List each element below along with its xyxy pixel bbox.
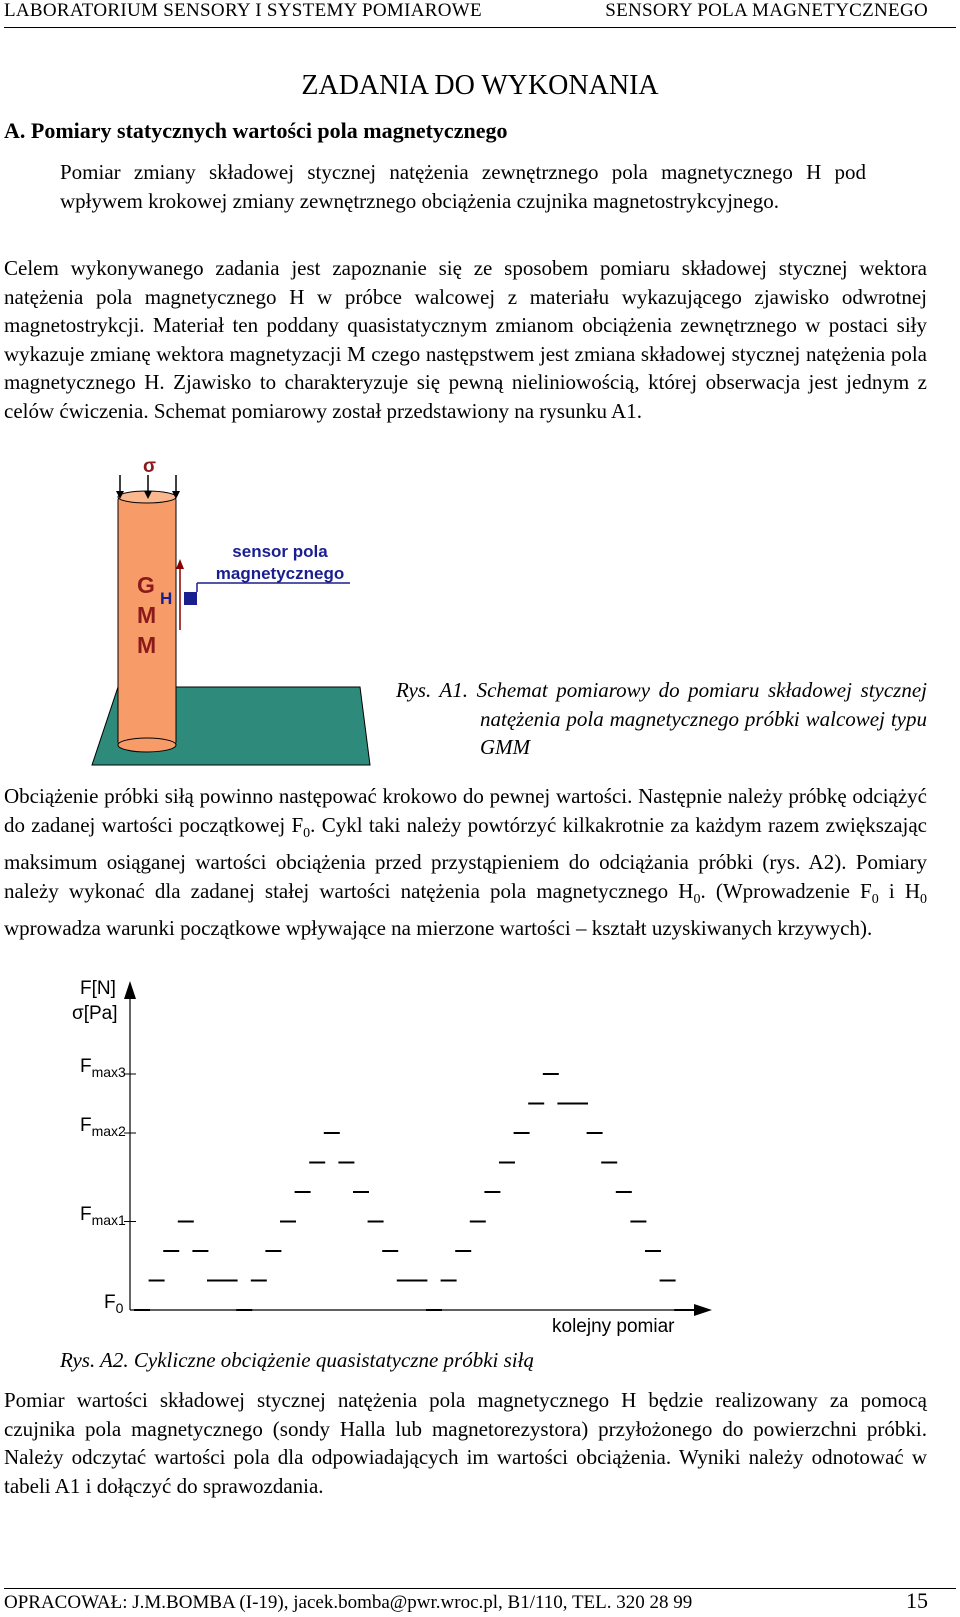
paragraph-1: Celem wykonywanego zadania jest zapoznanie się ze sposobem pomiaru składowej stycznej wektora natężenia pola magnetycznego H w próbce walcowej z materiału wykazującego zjawisko odwrotnej magnetostrykcji. Materiał ten poddany quasistatycznym zmianom obciążenia zewnętrznego w postaci siły wykazuje zmianę wektora magnetyzacji M czego następstwem jest zmiana składowej stycznej natężenia pola magnetycznego H. Zjawisko to charakteryzuje się pewną nieliniowością, której obserwacja jest jednym z celów ćwiczenia. Schemat pomiarowy został przedstawiony na rysunku A1. xyxy=(4,256,927,423)
footer-rule xyxy=(4,1588,956,1589)
figure-a1-diagram xyxy=(0,455,400,770)
paragraph-3: Pomiar wartości składowej stycznej natężenia pola magnetycznego H będzie realizowany za pomocą czujnika pola magnetycznego (sondy Halla lub magnetorezystora) przyłożonego do powierzchni próbki. Należy odczytać wartości pola dla odpowiadających im wartości obciążenia. Wyniki należy odnotować w tabeli A1 i dołączyć do sprawozdania. xyxy=(4,1388,927,1498)
gmm-letter-2: M xyxy=(137,602,157,628)
level-label-base: F xyxy=(104,1292,116,1313)
sensor-label-line1: sensor pola xyxy=(232,542,328,561)
y-axis-label-2: σ[Pa] xyxy=(72,1003,118,1024)
level-label-sub: max2 xyxy=(91,1122,126,1139)
level-label-sub: max3 xyxy=(91,1063,126,1080)
figure-a2-caption: Rys. A2. Cykliczne obciążenie quasistatyczne próbki siłą xyxy=(60,1348,534,1372)
level-label-sub: 0 xyxy=(115,1299,124,1316)
gmm-letter-3: M xyxy=(137,632,157,658)
h-vector-arrow-head xyxy=(176,559,184,569)
sigma-label: σ xyxy=(143,456,156,477)
section-heading: A. Pomiary statycznych wartości pola magnetycznego xyxy=(4,118,508,143)
level-label xyxy=(80,1204,126,1228)
level-label xyxy=(104,1292,123,1316)
level-label xyxy=(80,1115,126,1139)
level-label-base: F xyxy=(80,1115,92,1136)
gmm-label xyxy=(137,570,156,660)
page-title: ZADANIA DO WYKONANIA xyxy=(301,70,659,101)
h-label: H xyxy=(160,589,173,608)
y-axis-label-1: F[N] xyxy=(80,978,116,999)
level-label xyxy=(80,1056,126,1080)
sensor-label xyxy=(210,541,350,585)
x-axis-label: kolejny pomiar xyxy=(552,1316,675,1337)
header-rule xyxy=(4,27,956,28)
header-right: SENSORY POLA MAGNETYCZNEGO xyxy=(605,0,928,21)
page-number: 15 xyxy=(906,1588,928,1613)
figure-a1-caption: Rys. A1. Schemat pomiarowy do pomiaru składowej stycznej natężenia pola magnetycznego próbki walcowej typu GMM xyxy=(396,678,927,759)
paragraph-2: Obciążenie próbki siłą powinno następować krokowo do pewnej wartości. Następnie należy próbkę odciążyć do zadanej wartości początkowej $F_0$. Cykl taki należy powtórzyć kilkakrotnie za każdym razem zwiększając maksimum osiąganej wartości obciążenia przed przystąpieniem do odciążania próbki (rys. A2). Pomiary należy wykonać dla zadanej stałej wartości natężenia pola magnetycznego $H_0$. (Wprowadzenie $F_0$ i $H_0$ wprowadza warunki początkowe wpływające na mierzone wartości – kształt uzyskiwanych krzywych). xyxy=(4,784,928,941)
level-label-base: F xyxy=(80,1056,92,1077)
sensor-label-line2: magnetycznego xyxy=(215,564,345,583)
y-axis-arrowhead xyxy=(124,981,136,999)
gmm-letter-1: G xyxy=(137,572,155,598)
header-left: LABORATORIUM SENSORY I SYSTEMY POMIAROWE xyxy=(4,0,482,21)
intro-paragraph: Pomiar zmiany składowej stycznej natężenia zewnętrznego pola magnetycznego H pod wpływem krokowej zmiany zewnętrznego obciążenia czujnika magnetostrykcyjnego. xyxy=(60,160,866,213)
level-label-base: F xyxy=(80,1203,92,1225)
level-label-sub: max1 xyxy=(91,1211,126,1228)
footer-text: OPRACOWAŁ: J.M.BOMBA (I-19), jacek.bomba@pwr.wroc.pl, B1/110, TEL. 320 28 99 xyxy=(4,1592,693,1613)
sensor-square xyxy=(184,592,197,605)
cylinder-bottom xyxy=(118,738,176,752)
